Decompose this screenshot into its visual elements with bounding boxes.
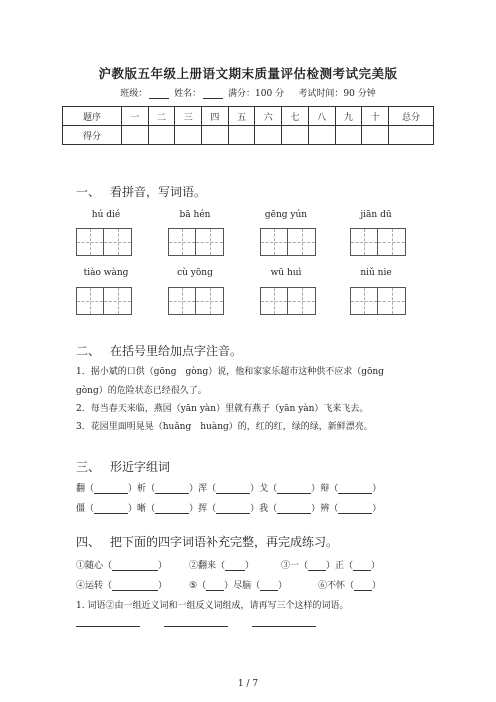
char-label: 僵 [76,504,86,514]
grid-cell[interactable] [378,228,406,256]
answer-blank[interactable] [354,581,372,591]
pinyin-label: hú dié [91,210,121,220]
table-cell: 一 [122,107,149,126]
idiom-text: ④运转（ [76,581,113,591]
table-cell: 题序 [63,107,122,126]
score-cell[interactable] [148,126,175,145]
answer-line[interactable] [76,626,140,627]
writing-grid[interactable] [76,287,132,315]
pinyin-label: bā hén [179,210,211,220]
answer-blank[interactable] [155,504,189,514]
writing-grid[interactable] [260,287,316,315]
section-number: 一、 [76,185,101,199]
char-label: 析 [137,484,147,494]
score-table-score-row [63,126,434,145]
score-cell[interactable] [282,126,309,145]
idiom-text: ） [371,561,381,571]
grid-cell[interactable] [168,228,196,256]
grid-cell[interactable] [288,287,316,315]
page-number: 1 / 7 [237,679,259,689]
full-score: 满分：100 分 [228,89,285,99]
question-line: 2．每当春天来临，燕园（yān yàn）里就有燕子（yān yàn）飞来飞去。 [76,404,369,414]
table-cell: 八 [308,107,335,126]
idiom-text: ） [372,581,382,591]
section-number: 二、 [76,344,101,358]
idiom-item [76,578,167,591]
idiom-text: ） [158,561,168,571]
answer-blank[interactable] [353,561,371,571]
answer-blank[interactable] [225,561,245,571]
writing-grid[interactable] [350,228,406,256]
question-line: 3．花园里面明晃晃（huǎng huàng）的，红的红，绿的绿，新鲜漂亮。 [76,422,373,432]
section-title: 在括号里给加点字注音。 [110,344,243,358]
idiom-text: ） [245,561,255,571]
class-label: 班级： [120,89,148,99]
grid-cell[interactable] [196,287,224,315]
section-1-heading [76,183,206,200]
score-cell[interactable] [389,126,434,145]
idiom-text: ）正（ [326,561,354,571]
score-table [62,106,434,145]
pinyin-label: cù yōng [177,268,213,278]
section-number: 三、 [76,460,101,474]
exam-time: 考试时间：90 分钟 [298,89,376,99]
grid-cell[interactable] [76,287,104,315]
score-cell[interactable] [255,126,282,145]
idiom-item [189,558,254,571]
char-label: 戈 [259,484,269,494]
score-cell[interactable] [362,126,389,145]
word-row: 僵（ ）晰（ ）挥（ ）我（ ）辨（ ） [76,504,382,514]
answer-blank[interactable] [260,581,278,591]
section-title: 把下面的四字词语补充完整，再完成练习。 [110,535,339,549]
pinyin-label: wū huì [270,268,302,278]
pinyin-label: tiào wàng [83,268,129,278]
idiom-item [76,558,167,571]
page-title: 沪教版五年级上册语文期末质量评估检测考试完美版 [98,66,398,81]
answer-blank[interactable] [277,504,311,514]
grid-cell[interactable] [350,287,378,315]
table-cell: 五 [228,107,255,126]
score-cell[interactable] [175,126,202,145]
grid-cell[interactable] [350,228,378,256]
grid-cell[interactable] [378,287,406,315]
answer-line[interactable] [164,626,228,627]
name-label: 姓名： [174,89,202,99]
answer-blank[interactable] [112,561,158,571]
score-cell[interactable] [202,126,229,145]
idiom-text: ）尽脑（ [224,581,261,591]
idiom-text: ） [158,581,168,591]
writing-grid[interactable] [260,228,316,256]
section-number: 四、 [76,535,101,549]
section-2-heading [76,342,242,359]
answer-line[interactable] [252,626,316,627]
score-cell[interactable] [122,126,149,145]
writing-grid[interactable] [350,287,406,315]
table-cell: 四 [202,107,229,126]
grid-cell[interactable] [104,287,132,315]
char-label: 挥 [198,504,208,514]
table-cell: 七 [282,107,309,126]
grid-cell[interactable] [288,228,316,256]
table-cell: 九 [335,107,362,126]
idiom-text: ） [278,581,288,591]
answer-blank[interactable] [338,484,372,494]
answer-blank[interactable] [94,504,128,514]
answer-blank[interactable] [308,561,326,571]
writing-grid[interactable] [76,228,132,256]
idiom-text: ①随心（ [76,561,113,571]
score-cell[interactable] [308,126,335,145]
idiom-text: ③一（ [281,561,309,571]
table-cell: 总分 [389,107,434,126]
idiom-item [318,578,381,591]
answer-blank[interactable] [94,484,128,494]
pinyin-label: gēng yún [264,210,308,220]
pinyin-label: jiān dū [360,210,392,220]
answer-blank[interactable] [155,484,189,494]
class-blank[interactable] [149,89,169,99]
answer-blank[interactable] [277,484,311,494]
name-blank[interactable] [203,89,223,99]
section-3-heading [76,458,170,475]
idiom-item [281,558,380,571]
idiom-text: ⑤（ [189,581,207,591]
question-line: gòng）的危险状态已经很久了。 [76,386,207,396]
answer-blank[interactable] [206,581,224,591]
answer-blank[interactable] [338,504,372,514]
table-cell: 二 [148,107,175,126]
question-line: 1．据小斌的口供（gōng gòng）说，他和家家乐超市这种供不应求（gōng [76,367,384,377]
idiom-text: ⑥不怀（ [318,581,355,591]
sub-question: 1. 词语②由一组近义词和一组反义词组成，请再写三个这样的词语。 [76,601,349,611]
grid-cell[interactable] [104,228,132,256]
answer-blank[interactable] [112,581,158,591]
table-cell: 六 [255,107,282,126]
char-label: 辩 [320,484,330,494]
writing-grid[interactable] [168,228,224,256]
grid-cell[interactable] [168,287,196,315]
section-title: 形近字组词 [110,460,171,474]
char-label: 辨 [320,504,330,514]
char-label: 我 [259,504,269,514]
score-table-header-row [63,107,434,126]
table-cell: 得分 [63,126,122,145]
char-label: 翻 [76,484,86,494]
score-cell[interactable] [335,126,362,145]
char-label: 晰 [137,504,147,514]
pinyin-label: niǔ nie [360,268,392,278]
section-title: 看拼音，写词语。 [110,185,207,199]
score-cell[interactable] [228,126,255,145]
char-label: 浑 [198,484,208,494]
idiom-item [189,578,287,591]
table-cell: 十 [362,107,389,126]
writing-grid[interactable] [168,287,224,315]
grid-cell[interactable] [260,287,288,315]
grid-cell[interactable] [196,228,224,256]
grid-cell[interactable] [260,228,288,256]
table-cell: 三 [175,107,202,126]
word-row: 翻（ ）析（ ）浑（ ）戈（ ）辩（ ） [76,484,382,494]
idiom-text: ②翻来（ [189,561,226,571]
grid-cell[interactable] [76,228,104,256]
answer-blank[interactable] [216,484,250,494]
answer-blank[interactable] [216,504,250,514]
exam-info [0,86,496,99]
section-4-heading [76,533,338,550]
